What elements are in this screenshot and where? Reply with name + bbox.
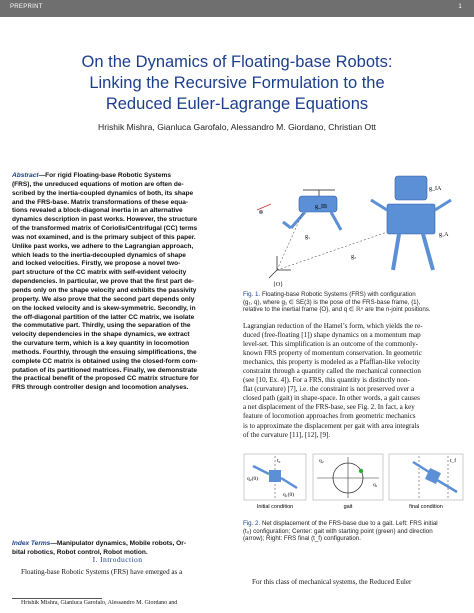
body-line: known FRS property of momentum conservation. In geometric <box>243 349 422 358</box>
index-terms-line: bital robotics, Robot control, Robot motion. <box>12 549 148 557</box>
abstract-line: the practical benefit of the proposed CC matrix structure for <box>12 375 199 383</box>
section-heading: I. Introduction <box>92 555 143 564</box>
gait-start-point <box>359 469 363 473</box>
abstract-line: Abstract—For rigid Floating-base Robotic Systems <box>12 172 171 179</box>
fig2-label: q₂ <box>319 458 324 464</box>
footnote-rule <box>12 598 102 599</box>
panel-label: final condition <box>409 504 443 510</box>
body-line: Lagrangian reduction of the Hamel’s form, which yields the re- <box>243 322 423 330</box>
abstract-line: tions revealed a block-diagonal inertia in an alternative <box>12 207 183 215</box>
author-list: Hrishik Mishra, Gianluca Garofalo, Alessandro M. Giordano, Christian Ott <box>98 122 376 132</box>
header-label: PREPRINT <box>10 4 43 10</box>
abstract-line: the commutative part. Thirdly, using the separation of the <box>12 322 191 330</box>
abstract-line: part structure of the CC matrix with self-evident velocity <box>12 269 187 277</box>
initial-condition-panel <box>244 454 306 500</box>
caption-line: Fig. 2. Net displacement of the FRS-base due to a gait. Left: FRS initial <box>243 520 438 527</box>
fig2-label: q₂(0) <box>247 476 259 482</box>
abstract-line: pends only on the shape velocity and exhibits the passivity <box>12 286 197 294</box>
body-line: constraint through a quantity called the mechanical connection <box>243 367 421 376</box>
caption-line: (g₁, q), where g₁ ∈ SE(3) is the pose of the FRS-base frame, {1}, <box>243 298 421 306</box>
index-terms-line: Index Terms—Manipulator dynamics, Mobile robots, Or- <box>12 540 187 547</box>
body-line: of the curvature [11], [12], [9]. <box>243 430 331 439</box>
body-line: flat (curvature) [7], i.e. the constraint is not preserved over a <box>243 385 415 394</box>
panel-label: Initial condition <box>256 504 294 510</box>
abstract-line: and the FRS-base. Matrix transformations of these equa- <box>12 198 189 206</box>
caption-line: relative to the inertial frame {O}, and q ∈ ℝⁿ are the n-joint positions. <box>243 306 431 314</box>
fig1-label: g₁ <box>305 234 311 240</box>
title-line: Linking the Recursive Formulation to the <box>89 74 385 92</box>
fig2-label: q₁(0) <box>283 492 295 498</box>
abstract-line: on the locked velocity and is skew-symmetric. Secondly, in <box>12 304 196 312</box>
abstract-line: the curvature term, which is a key quantity in locomotion <box>12 340 190 348</box>
caption-line: Fig. 1. Floating-base Robotic Systems (FRS) with configuration <box>243 291 416 298</box>
figure-1 <box>243 170 465 288</box>
body-line: mechanics, this property is modeled as a Pfaffian-like velocity <box>243 358 420 367</box>
body-line: is to approximate the displacement per gait with area integrals <box>243 421 420 430</box>
header-bar <box>0 0 474 17</box>
body-line: feature of locomotion approaches from geometric mechanics <box>243 412 416 421</box>
footnote-line: Hrishik Mishra, Gianluca Garofalo, Alessandro M. Giordano and <box>21 600 178 606</box>
abstract-line: was not examined, and is the primary subject of this paper. <box>12 233 196 241</box>
caption-label: Fig. 2. <box>243 520 261 527</box>
abstract-line: putation of its partitioned matrices. Finally, we demonstrate <box>12 366 198 374</box>
abstract <box>12 172 223 393</box>
fig2-label: t₀ <box>277 458 281 464</box>
body-line: (see [10, Ex. 4]). For a FRS, this quantity is distinctly non- <box>243 376 410 385</box>
abstract-line: dependencies. In particular, we prove that the first part de- <box>12 278 194 286</box>
index-terms-label: Index Terms <box>12 540 51 547</box>
fig1-label: g_IA <box>429 186 442 192</box>
footnote <box>12 600 223 608</box>
caption-label: Fig. 1. <box>243 291 261 298</box>
figure-2-caption <box>243 520 465 543</box>
fig1-label: g₂ <box>351 254 357 260</box>
manipulator-robot-icon <box>257 190 341 230</box>
abstract-line: methods. Fourthly, through the ensuing simplifications, the <box>12 348 197 356</box>
body-line: For this class of mechanical systems, the Reduced Euler <box>252 578 412 586</box>
figure-1-caption <box>243 291 465 314</box>
abstract-label: Abstract <box>12 172 39 179</box>
abstract-line: FRS through controller design and locomotion analyses. <box>12 384 189 392</box>
body-line: level-set. This simplification is an outcome of the commonly- <box>243 340 419 349</box>
fig1-label: g₁A <box>439 232 449 238</box>
body-paragraph <box>243 322 465 440</box>
abstract-line: which leads to the inertia-decoupled dynamics of shape <box>12 251 186 259</box>
inertial-frame-icon <box>269 256 291 278</box>
fig1-label: {O} <box>273 282 284 288</box>
abstract-line: Unlike past works, we adhere to the Lagrangian approach, <box>12 242 194 250</box>
fig2-label: t_f <box>450 458 457 464</box>
caption-line: (arrow); Right: FRS final (t_f) configuration. <box>243 535 361 543</box>
caption-line: (t₀) configuration; Center: gait with starting point (green) and direction <box>243 527 433 535</box>
panel-label: gait <box>343 504 353 510</box>
intro-line: Floating-base Robotic Systems (FRS) have emerged as a <box>21 568 183 576</box>
abstract-line: (FRS), the unreduced equations of motion are often de- <box>12 180 184 188</box>
final-condition-panel <box>389 454 463 500</box>
body-line: duced (free-floating [1]) shape dynamics on a momentum map <box>243 331 421 340</box>
abstract-line: of the transformed matrix of Coriolis/Centrifugal (CC) terms <box>12 225 198 233</box>
gait-panel <box>313 454 383 500</box>
body-line: closed path (gait) in shape-space. In other words, a gait causes <box>243 394 420 403</box>
abstract-line: scribed by the inertia-coupled dynamics of both, its shape <box>12 189 194 197</box>
abstract-line: complete CC matrix is obtained using the closed-form com- <box>12 357 198 365</box>
fig2-label: q₁ <box>373 482 378 488</box>
abstract-line: the off-diagonal partition of the latter CC matrix, we isolate <box>12 313 195 321</box>
abstract-line: velocity dependencies in the shape dynamics, we extract <box>12 331 190 339</box>
abstract-line: property. We also prove that the second part depends only <box>12 295 195 303</box>
title-line: On the Dynamics of Floating-base Robots: <box>81 53 393 71</box>
title-line: Reduced Euler-Lagrange Equations <box>105 95 369 113</box>
intro-paragraph <box>12 568 223 577</box>
paper-title <box>20 52 454 115</box>
abstract-line: and locked velocities. Firstly, we propose a novel two- <box>12 260 181 268</box>
body-line: a net displacement of the FRS-base, see Fig. 2. In fact, a key <box>243 403 415 412</box>
page-number: 1 <box>458 4 462 10</box>
body-paragraph <box>243 578 465 587</box>
fig1-label: g_IB <box>315 204 327 210</box>
figure-2 <box>243 452 465 512</box>
abstract-line: dynamics description in past works. However, the structure <box>12 216 198 224</box>
